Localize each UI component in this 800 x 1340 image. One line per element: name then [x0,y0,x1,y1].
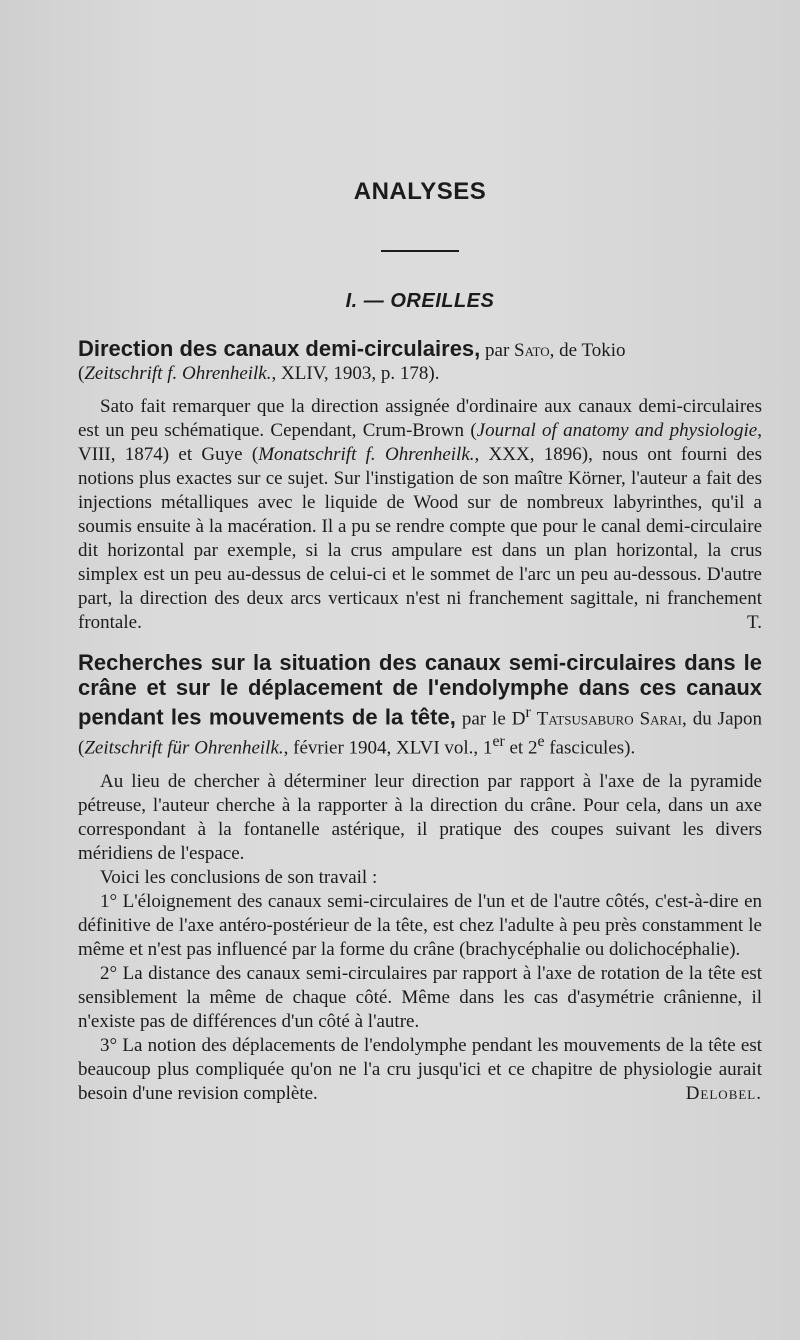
article-2-paragraph: 2° La distance des canaux semi-circulaires par rapport à l'axe de rotation de la tête est sensiblement la même de chaque côté. Même dans les cas d'asymétrie crânienne, il n'existe pas de différences d'un côté à l'autre. [78,962,762,1032]
subsection-title: I. — OREILLES [345,290,495,312]
article-2 [78,651,762,1106]
article-1-journal: Zeitschrift f. Ohrenheilk. [84,363,272,384]
article-2-heading: Recherches sur la situation des canaux semi-circulaires dans le crâne et sur le déplacement de l'endolymphe dans ces canaux pendant les mouvements de la tête, par le $D^r$ Tatsusaburo Sarai, du Japon (Zeitschrift für Ohrenheilk., février 1904, XLVI vol., 1er et 2e fascicules). [78,650,762,759]
article-2-author: Tatsusaburo Sarai [536,708,682,730]
article-1-signature: T. [747,612,762,633]
article-1-paragraph: Sato fait remarquer que la direction assignée d'ordinaire aux canaux demi-circulaires est un peu schématique. Cependant, Crum-Brown (Journal of anatomy and physiologie, VIII, 1874) et Guye (Monatschrift f. Ohrenheilk., XXX, 1896), nous ont fourni des notions plus exactes sur ce sujet. Sur l'instigation de son maître Körner, l'auteur a fait des injections métalliques avec le liquide de Wood sur de nombreux labyrinthes, qu'il a soumis ensuite à la macération. Il a pu se rendre compte que pour le canal demi-circulaire dit horizontal par exemple, si la crus ampulare est dans un plan horizontal, la crus simplex est un peu au-dessus de celui-ci et le sommet de l'arc un peu au-dessous. D'autre part, la direction des deux arcs verticaux n'est ni franchement sagittale, ni franchement frontale. T. [78,396,762,633]
article-2-journal: Zeitschrift für Ohrenheilk. [84,737,284,759]
article-1-body [78,395,762,635]
article-2-title: Recherches sur la situation des canaux semi-circulaires dans le crâne et sur le déplacement de l'endolymphe dans ces canaux pendant les mouvements de la tête, [78,650,762,730]
article-2-body [78,770,762,1106]
article-1-author: Sato [514,340,550,361]
article-1-title: Direction des canaux demi-circulaires, [78,336,481,361]
article-2-signature: Delobel. [685,1082,762,1104]
article-2-paragraph: Voici les conclusions de son travail : [100,866,378,888]
article-1 [78,337,762,635]
article-1-ref: , XLIV, 1903, p. 178). [271,363,440,384]
section-title: ANALYSES [353,178,487,205]
page-content [78,178,762,1106]
article-2-paragraph: 1° L'éloignement des canaux semi-circulaires de l'un et de l'autre côtés, c'est-à-dire en définitive de l'axe antéro-postérieur de la tête, est chez l'adulte à peu près constamment le même et n'est pas influencé par la forme du crâne (brachycéphalie ou dolichocéphalie). [78,890,762,960]
article-2-paragraph: 3° La notion des déplacements de l'endolymphe pendant les mouvements de la tête est beaucoup plus compliquée qu'on ne l'a cru jusqu'ici et ce chapitre de physiologie aurait besoin d'une revision complète. Delobel. [78,1034,762,1104]
article-2-paragraph: Au lieu de chercher à déterminer leur direction par rapport à l'axe de la pyramide pétreuse, l'auteur cherche à la rapporter à la direction du crâne. Pour cela, dans un axe correspondant à la fontanelle astérique, il pratique des coupes suivant les divers méridiens de l'espace. [78,770,762,864]
article-1-heading: Direction des canaux demi-circulaires, par Sato, de Tokio (Zeitschrift f. Ohrenheilk., XLIV, 1903, p. 178). [78,336,626,384]
title-rule [381,250,459,252]
